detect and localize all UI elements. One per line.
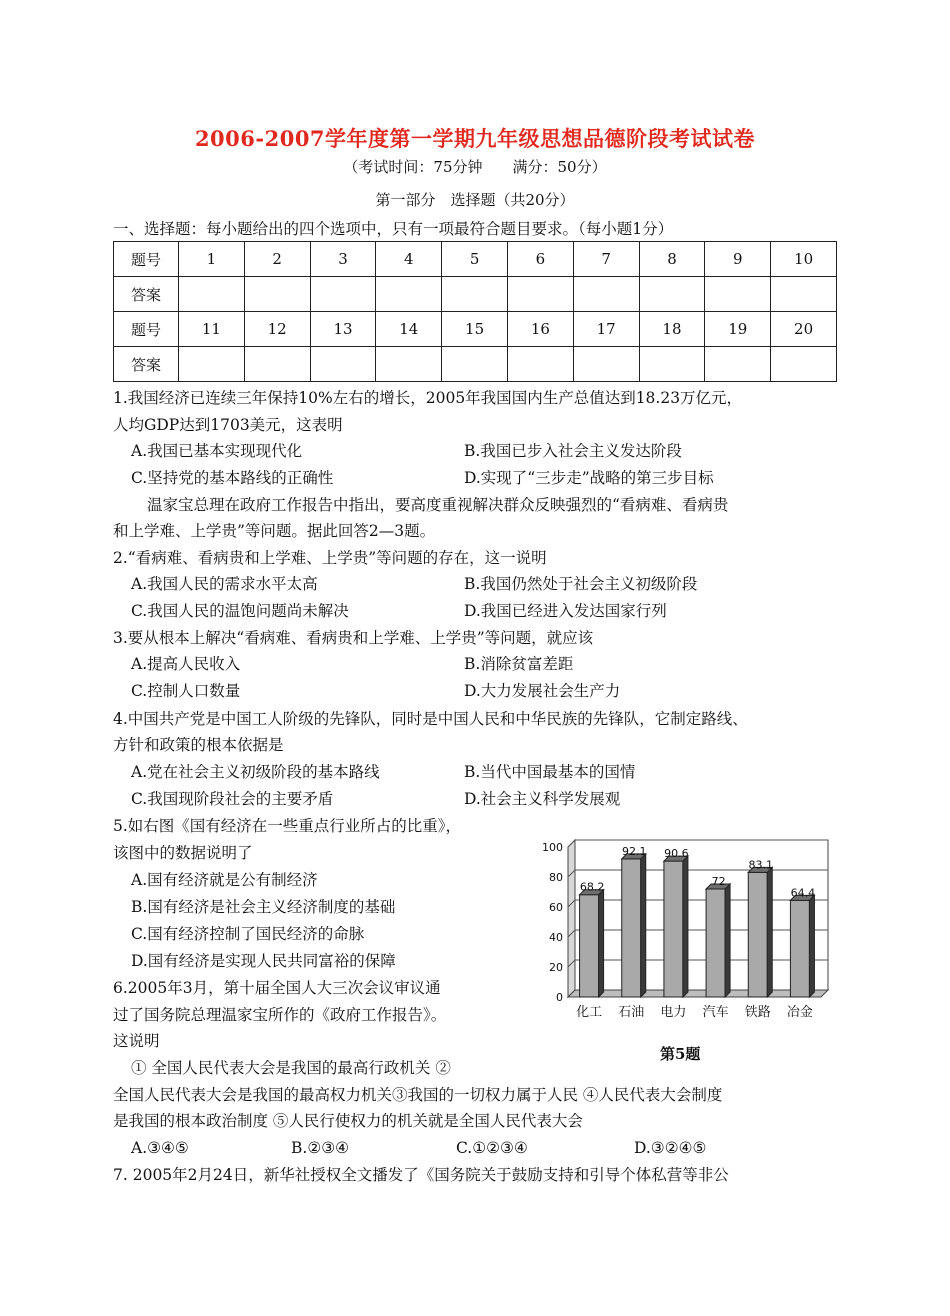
answer-cell[interactable]	[771, 347, 837, 382]
data-label: 64.4	[790, 886, 816, 900]
question-number: 19	[705, 312, 771, 347]
data-label: 90.6	[664, 847, 689, 861]
x-tick-label: 电力	[660, 1005, 687, 1020]
option: D.我国已经进入发达国家行列	[464, 602, 667, 620]
y-tick-label: 100	[542, 841, 563, 854]
question-text: 是我国的根本政治制度 ⑤人民行使权力的机关就是全国人民代表大会	[113, 1112, 583, 1130]
answer-cell[interactable]	[244, 277, 310, 312]
y-tick-label: 40	[549, 931, 563, 944]
answer-cell[interactable]	[705, 277, 771, 312]
question-number: 2	[244, 242, 310, 277]
answer-cell[interactable]	[573, 277, 639, 312]
question-number: 13	[310, 312, 376, 347]
option: C.我国人民的温饱问题尚未解决	[131, 602, 349, 620]
passage-text: 和上学难、上学贵”等问题。据此回答2—3题。	[113, 522, 436, 540]
option: A.③④⑤	[131, 1139, 189, 1157]
bar	[790, 900, 809, 997]
question-number: 18	[639, 312, 705, 347]
option: A.提高人民收入	[131, 655, 241, 673]
plot-floor	[568, 990, 828, 997]
answer-cell[interactable]	[705, 347, 771, 382]
question-number: 14	[376, 312, 442, 347]
option: C.控制人口数量	[131, 682, 241, 700]
passage-text: 温家宝总理在政府工作报告中指出，要高度重视解决群众反映强烈的“看病难、看病贵	[147, 496, 729, 514]
bar	[580, 895, 599, 997]
table-row	[114, 277, 837, 312]
question-text: ① 全国人民代表大会是我国的最高行政机关 ②	[131, 1059, 451, 1077]
question-number: 9	[705, 242, 771, 277]
data-label: 92.1	[622, 844, 647, 858]
option: C.坚持党的基本路线的正确性	[131, 469, 334, 487]
question-text: 5.如右图《国有经济在一些重点行业所占的比重》，	[113, 817, 462, 835]
option: B.当代中国最基本的国情	[464, 763, 636, 781]
x-tick-label: 化工	[576, 1005, 603, 1020]
option: D.大力发展社会生产力	[464, 682, 621, 700]
data-label: 68.2	[579, 880, 605, 894]
answer-cell[interactable]	[771, 277, 837, 312]
answer-cell[interactable]	[244, 347, 310, 382]
bar-chart	[528, 835, 838, 1025]
answer-cell[interactable]	[179, 277, 245, 312]
answer-cell[interactable]	[639, 277, 705, 312]
row-label: 答案	[114, 347, 179, 382]
question-number: 10	[771, 242, 837, 277]
answer-cell[interactable]	[442, 277, 508, 312]
bar	[664, 861, 683, 997]
question-text: 人均GDP达到1703美元，这表明	[113, 416, 343, 434]
option: B.我国已步入社会主义发达阶段	[464, 442, 682, 460]
question-text: 过了国务院总理温家宝所作的《政府工作报告》。	[113, 1006, 447, 1024]
question-number: 16	[507, 312, 573, 347]
data-label: 72	[711, 875, 726, 888]
row-label: 题号	[114, 312, 179, 347]
answer-cell[interactable]	[310, 347, 376, 382]
question-number: 7	[573, 242, 639, 277]
bar-side	[683, 856, 688, 997]
table-row	[114, 347, 837, 382]
bar	[622, 859, 641, 997]
table-row	[114, 312, 837, 347]
question-number: 8	[639, 242, 705, 277]
question-text: 3.要从根本上解决“看病难、看病贵和上学难、上学贵”等问题，就应该	[113, 629, 594, 647]
bar	[706, 889, 725, 997]
instruction: 一、选择题：每小题给出的四个选项中，只有一项最符合题目要求。（每小题1分）	[113, 220, 674, 238]
answer-cell[interactable]	[376, 277, 442, 312]
option: C.我国现阶段社会的主要矛盾	[131, 790, 334, 808]
option: A.国有经济就是公有制经济	[131, 871, 318, 889]
question-number: 5	[442, 242, 508, 277]
question-number: 11	[179, 312, 245, 347]
option: A.党在社会主义初级阶段的基本路线	[131, 763, 380, 781]
row-label: 答案	[114, 277, 179, 312]
option: B.②③④	[291, 1139, 350, 1157]
table-row	[114, 242, 837, 277]
bar-side	[767, 867, 772, 997]
y-tick-label: 0	[556, 991, 563, 1004]
question-text: 全国人民代表大会是我国的最高权力机关③我国的一切权力属于人民 ④人民代表大会制度	[113, 1086, 723, 1104]
bar-side	[809, 895, 814, 997]
option: D.实现了“三步走”战略的第三步目标	[464, 469, 714, 487]
question-number: 1	[179, 242, 245, 277]
answer-cell[interactable]	[376, 347, 442, 382]
question-number: 15	[442, 312, 508, 347]
option: C.国有经济控制了国民经济的命脉	[131, 925, 365, 943]
row-label: 题号	[114, 242, 179, 277]
question-number: 17	[573, 312, 639, 347]
question-number: 4	[376, 242, 442, 277]
option: B.消除贫富差距	[464, 655, 574, 673]
question-number: 3	[310, 242, 376, 277]
question-number: 6	[507, 242, 573, 277]
option: A.我国人民的需求水平太高	[131, 575, 318, 593]
question-number: 12	[244, 312, 310, 347]
x-tick-label: 冶金	[786, 1005, 813, 1020]
bar-side	[641, 854, 646, 997]
answer-table	[113, 241, 837, 382]
bar-side	[599, 890, 604, 997]
bar	[748, 872, 767, 997]
y-tick-label: 80	[549, 871, 563, 884]
chart-caption: 第5题	[660, 1045, 701, 1063]
question-text: 这说明	[113, 1032, 160, 1050]
answer-cell[interactable]	[573, 347, 639, 382]
answer-cell[interactable]	[639, 347, 705, 382]
option: D.社会主义科学发展观	[464, 790, 621, 808]
bar-side	[725, 884, 730, 997]
x-tick-label: 铁路	[744, 1005, 771, 1020]
question-text: 1.我国经济已连续三年保持10%左右的增长，2005年我国国内生产总值达到18.23万亿元，	[113, 389, 743, 407]
y-tick-label: 20	[549, 961, 563, 974]
option: A.我国已基本实现现代化	[131, 442, 303, 460]
option: B.国有经济是社会主义经济制度的基础	[131, 898, 396, 916]
data-label: 83.1	[748, 858, 773, 872]
question-text: 6.2005年3月，第十届全国人大三次会议审议通	[113, 979, 441, 997]
x-tick-label: 汽车	[702, 1005, 729, 1020]
answer-cell[interactable]	[310, 277, 376, 312]
question-number: 20	[771, 312, 837, 347]
answer-cell[interactable]	[507, 277, 573, 312]
question-text: 4.中国共产党是中国工人阶级的先锋队，同时是中国人民和中华民族的先锋队，它制定路线、	[113, 710, 748, 728]
y-tick-label: 60	[549, 901, 563, 914]
question-text: 方针和政策的根本依据是	[113, 736, 284, 754]
option: D.③②④⑤	[634, 1139, 707, 1157]
question-text: 该图中的数据说明了	[113, 844, 253, 862]
page-title: 2006-2007学年度第一学期九年级思想品德阶段考试试卷	[194, 126, 756, 151]
question-text: 2.“看病难、看病贵和上学难、上学贵”等问题的存在，这一说明	[113, 549, 547, 567]
x-tick-label: 石油	[618, 1005, 645, 1020]
part-heading: 第一部分 选择题（共20分）	[375, 191, 575, 209]
answer-cell[interactable]	[507, 347, 573, 382]
answer-cell[interactable]	[442, 347, 508, 382]
option: D.国有经济是实现人民共同富裕的保障	[131, 952, 396, 970]
option: C.①②③④	[456, 1139, 528, 1157]
question-text: 7. 2005年2月24日，新华社授权全文播发了《国务院关于鼓励支持和引导个体私营等非公	[113, 1166, 729, 1184]
plot-side-wall	[568, 840, 575, 997]
option: B.我国仍然处于社会主义初级阶段	[464, 575, 698, 593]
exam-info: （考试时间：75分钟 满分：50分）	[343, 158, 607, 176]
answer-cell[interactable]	[179, 347, 245, 382]
